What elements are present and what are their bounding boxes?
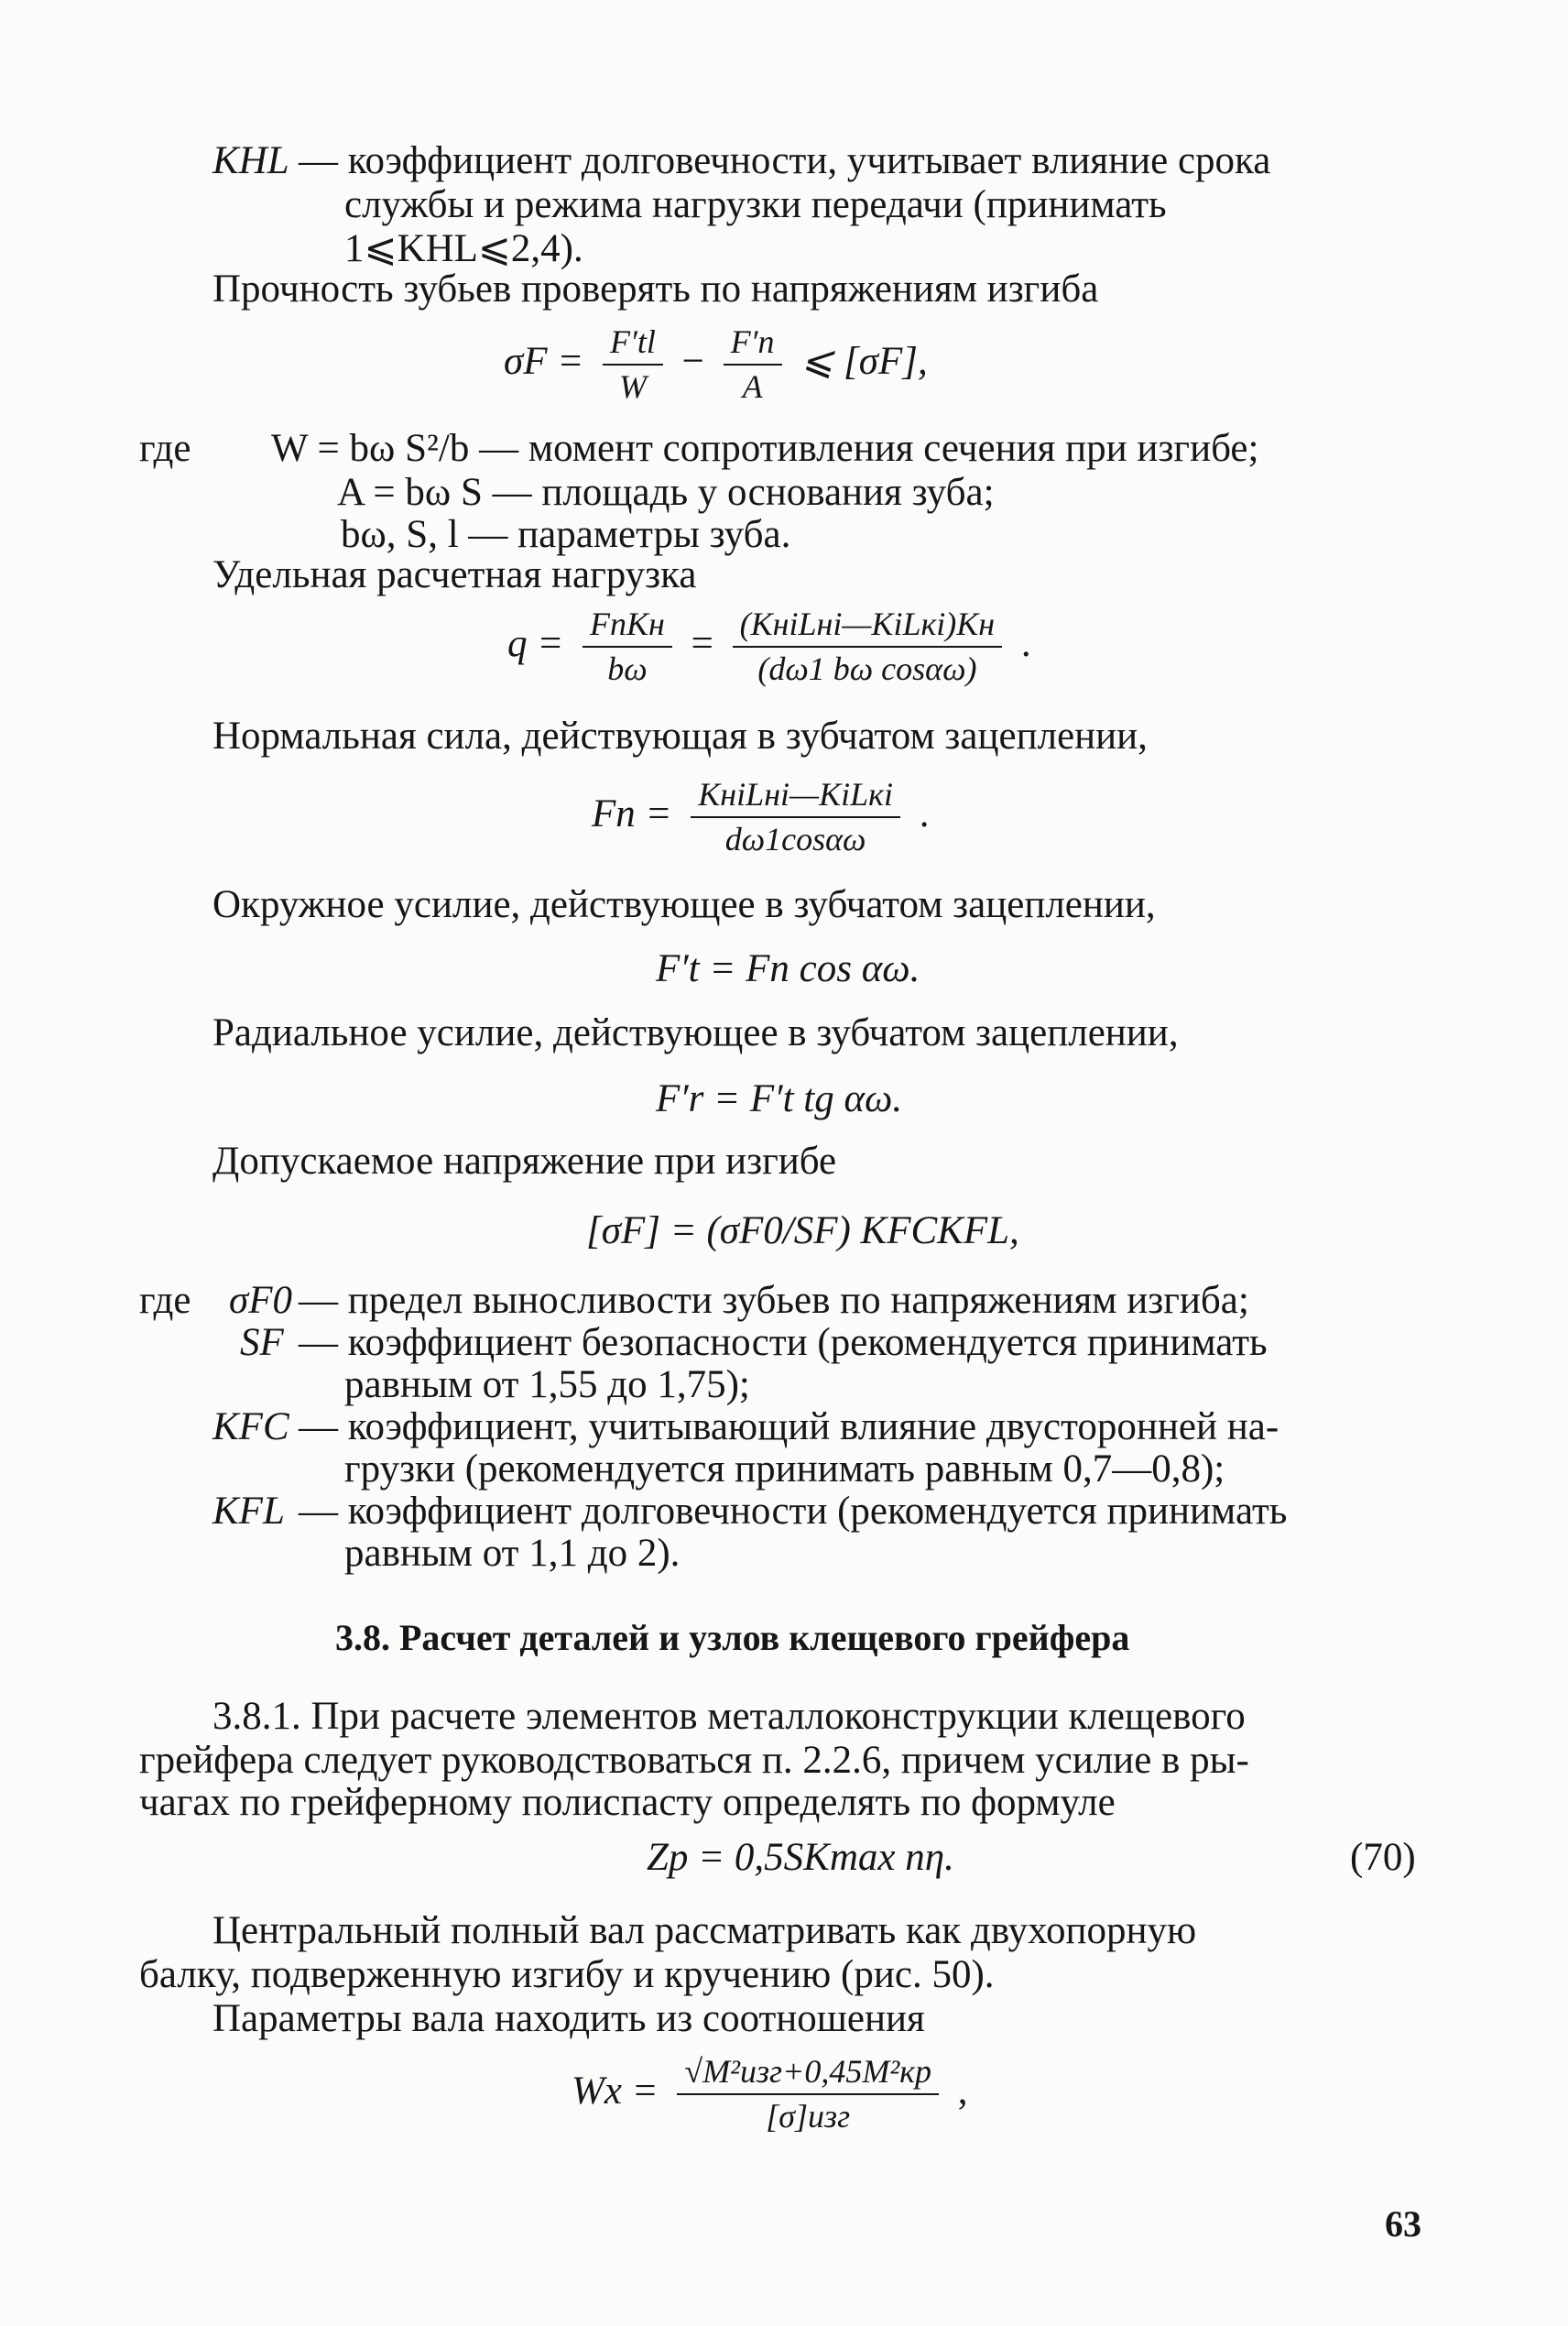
paragraph-normal-force: Нормальная сила, действующая в зубчатом зацеплении, — [212, 715, 1148, 758]
where-label-1: где — [139, 427, 191, 470]
where-label-2: где — [139, 1279, 191, 1322]
paragraph-shaft-params: Параметры вала находить из соотношения — [212, 1997, 925, 2040]
kfc-definition-line2: грузки (рекомендуется принимать равным 0,7—0,8); — [344, 1447, 1225, 1491]
q-end: . — [1020, 622, 1031, 666]
formula-ft: F′t = Fп cos αω. — [656, 947, 920, 990]
paragraph-shaft-line1: Центральный полный вал рассматривать как двухопорную — [212, 1909, 1197, 1952]
sigma-f-rhs: ⩽ [σF], — [800, 340, 928, 384]
khl-definition-line3: 1⩽KHL⩽2,4). — [344, 227, 583, 270]
kfc-definition-line1: — коэффициент, учитывающий влияние двусторонней на- — [299, 1405, 1279, 1448]
sigma-f-fraction-2 — [724, 322, 782, 407]
q-equals: = — [691, 622, 713, 666]
fn-lhs: Fп = — [592, 792, 672, 836]
fn-fraction — [691, 775, 900, 859]
paragraph-381-line2: грейфера следует руководствоваться п. 2.2.6, причем усилие в ры- — [139, 1739, 1249, 1782]
symbol-khl: KHL — [212, 139, 289, 182]
khl-definition-line2: службы и режима нагрузки передачи (принимать — [344, 183, 1167, 226]
sigma-f0-definition: — предел выносливости зубьев по напряжениям изгиба; — [299, 1279, 1249, 1322]
q-lhs: q = — [507, 622, 564, 666]
q-denominator-2: (dω1 bω cosαω) — [757, 650, 977, 688]
q-numerator-1: FпKн — [583, 605, 672, 648]
kfl-definition-line2: равным от 1,1 до 2). — [344, 1532, 681, 1575]
page-number: 63 — [1385, 2203, 1421, 2244]
sigma-f-lhs: σF = — [504, 340, 584, 384]
symbol-sf: SF — [240, 1321, 284, 1364]
sigma-f-numerator-2: F′п — [724, 322, 782, 366]
fn-denominator: dω1cosαω — [724, 821, 866, 858]
paragraph-381-line3: чагах по грейферному полиспасту определять по формуле — [139, 1781, 1116, 1824]
formula-wx — [572, 2052, 967, 2136]
wx-numerator: √M²изг+0,45M²кр — [677, 2052, 939, 2095]
section-heading: 3.8. Расчет деталей и узлов клещевого грейфера — [335, 1617, 1130, 1658]
sigma-f-denominator-1: W — [618, 368, 647, 406]
symbol-kfl: KFL — [212, 1490, 285, 1533]
symbol-sigma-f0: σF0 — [229, 1279, 292, 1322]
where1-row-params: bω, S, l — параметры зуба. — [341, 513, 791, 556]
sigma-f-numerator-1: F′tl — [603, 322, 663, 366]
sigma-f-minus: − — [681, 340, 704, 384]
paragraph-381-line1: 3.8.1. При расчете элементов металлоконструкции клещевого — [212, 1695, 1246, 1738]
symbol-kfc: KFC — [212, 1405, 289, 1448]
formula-zp: Zp = 0,5SKmax nη. — [647, 1836, 954, 1879]
formula-fr: F′r = F′t tg αω. — [656, 1077, 903, 1120]
wx-lhs: Wx = — [572, 2069, 659, 2113]
paragraph-shaft-line2: балку, подверженную изгибу и кручению (рис. 50). — [139, 1953, 995, 1996]
fn-end: . — [919, 792, 930, 836]
q-fraction-2 — [733, 605, 1003, 689]
wx-end: , — [957, 2069, 968, 2113]
paragraph-circumferential-force: Окружное усилие, действующее в зубчатом зацеплении, — [212, 883, 1156, 926]
formula-sigma-f — [504, 322, 928, 407]
where1-row-a: A = bω S — площадь у основания зуба; — [337, 471, 995, 514]
formula-sigma-allowable: [σF] = (σF0/SF) KFCKFL, — [586, 1209, 1019, 1252]
paragraph-bending-check: Прочность зубьев проверять по напряжениям изгиба — [212, 268, 1099, 311]
q-fraction-1 — [583, 605, 672, 689]
paragraph-allowable-stress: Допускаемое напряжение при изгибе — [212, 1140, 837, 1183]
fn-numerator: KнiLнi—KiLкi — [691, 775, 900, 818]
formula-q — [507, 605, 1031, 689]
sigma-f-fraction-1 — [603, 322, 663, 407]
kfl-definition-line1: — коэффициент долговечности (рекомендуется принимать — [299, 1490, 1288, 1533]
formula-fn — [592, 775, 929, 859]
wx-fraction — [677, 2052, 939, 2136]
paragraph-specific-load: Удельная расчетная нагрузка — [212, 553, 697, 596]
khl-definition-line1: — коэффициент долговечности, учитывает влияние срока — [299, 139, 1271, 182]
wx-denominator: [σ]изг — [766, 2098, 851, 2135]
sf-definition-line1: — коэффициент безопасности (рекомендуется принимать — [299, 1321, 1268, 1364]
q-denominator-1: bω — [607, 650, 648, 688]
paragraph-radial-force: Радиальное усилие, действующее в зубчатом зацеплении, — [212, 1011, 1179, 1054]
equation-number-70: (70) — [1350, 1836, 1416, 1879]
sigma-f-denominator-2: A — [742, 368, 763, 406]
sf-definition-line2: равным от 1,55 до 1,75); — [344, 1363, 750, 1406]
where1-row-w: W = bω S²/b — момент сопротивления сечения при изгибе; — [271, 427, 1259, 470]
q-numerator-2: (KнiLнi—KiLкi)Kн — [733, 605, 1003, 648]
